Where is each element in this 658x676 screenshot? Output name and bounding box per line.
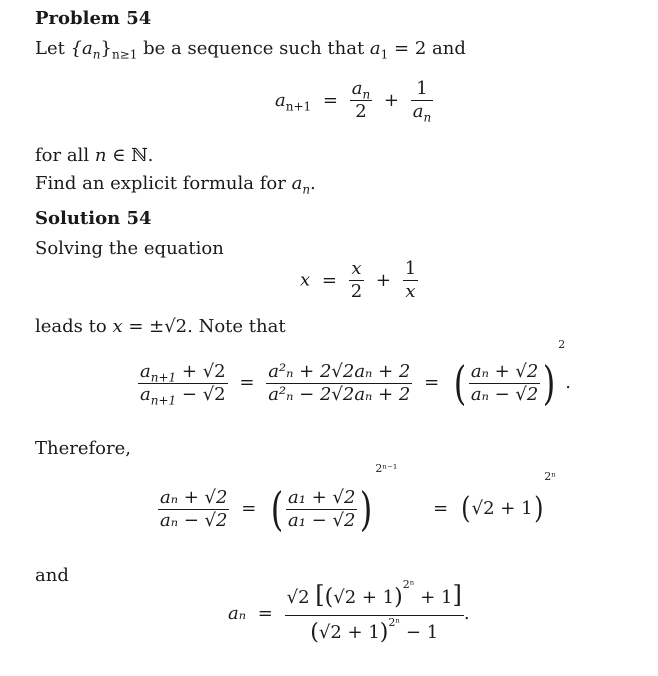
sequence-notation: $\{a_n\}_{n\ge 1}$ <box>70 38 138 62</box>
fraction-an-over-2: $\frac{a_n}{2}$ <box>351 78 371 122</box>
fraction-x-over-2: $\frac{x}{2}$ <box>350 258 363 302</box>
therefore-text: Therefore, <box>35 438 131 459</box>
power-mid-fraction: $\frac{\text{a₁ + √2}}{\text{a₁ − √2}}$ <box>288 486 356 531</box>
problem-statement-line <box>35 38 466 62</box>
recurrence-lhs: $a_{n+1}$ <box>275 89 312 114</box>
problem-heading: Problem 54 <box>35 8 152 29</box>
equals-sign: = <box>322 89 338 111</box>
initial-term: $a_1$ <box>369 38 389 62</box>
domain-statement: for all n ∈ ℕ. <box>35 145 154 166</box>
and-text: and <box>35 565 69 586</box>
ratio-lhs-fraction: $\frac{a_{n+1} + √2}{a_{n+1} - √2}$ <box>140 360 226 408</box>
ratio-rhs-fraction: $\frac{\text{aₙ + √2}}{\text{aₙ − √2}}$ <box>470 360 539 405</box>
task-statement: Find an explicit formula for $a_n$. <box>35 173 316 197</box>
solution-heading: Solution 54 <box>35 208 152 229</box>
solving-text: Solving the equation <box>35 238 224 259</box>
power-lhs-fraction: $\frac{\text{aₙ + √2}}{\text{aₙ − √2}}$ <box>160 486 228 531</box>
final-formula: aₙ = $\frac{√2 [(√2 + 1)^{2^n} + 1]}{(√2 + 1)^{2^n} - 1}$ . <box>228 578 470 650</box>
fraction-1-over-x: $\frac{1}{x}$ <box>404 258 417 302</box>
fixed-point-equation: x = $\frac{x}{2}$ + $\frac{1}{x}$ <box>300 258 417 302</box>
power-rhs-base: √2 + 1 <box>471 498 533 519</box>
plus-sign: + <box>383 89 400 111</box>
final-fraction: $\frac{√2 [(√2 + 1)^{2^n} + 1]}{(√2 + 1)^{2^n} - 1}$ <box>286 578 462 645</box>
ratio-identity: $\frac{a_{n+1} + √2}{a_{n+1} - √2}$ = $\frac{\text{a²ₙ + 2√2aₙ + 2}}{\text{a²ₙ − 2√2aₙ + 2}}$ = ( $\frac{\text{aₙ + √2}}{\text{aₙ − √2}}$ )$^2$. <box>140 338 572 410</box>
final-lhs: aₙ <box>228 603 247 624</box>
fraction-1-over-an: $\frac{1}{a_n}$ <box>412 78 432 125</box>
sequence-description: be a sequence such that <box>143 38 365 59</box>
recurrence-equation <box>275 78 433 123</box>
let-word: Let <box>35 38 65 59</box>
initial-value: = 2 and <box>394 38 466 59</box>
power-identity: $\frac{\text{aₙ + √2}}{\text{aₙ − √2}}$ = ( $\frac{\text{a₁ + √2}}{\text{a₁ − √2}}$ )$^{2^{n-1}} = (√2 + 1)^{2^n}$ <box>160 462 557 536</box>
roots-statement: leads to x = ±√2. Note that <box>35 316 286 337</box>
ratio-mid-fraction: $\frac{\text{a²ₙ + 2√2aₙ + 2}}{\text{a²ₙ − 2√2aₙ + 2}}$ <box>268 360 411 405</box>
